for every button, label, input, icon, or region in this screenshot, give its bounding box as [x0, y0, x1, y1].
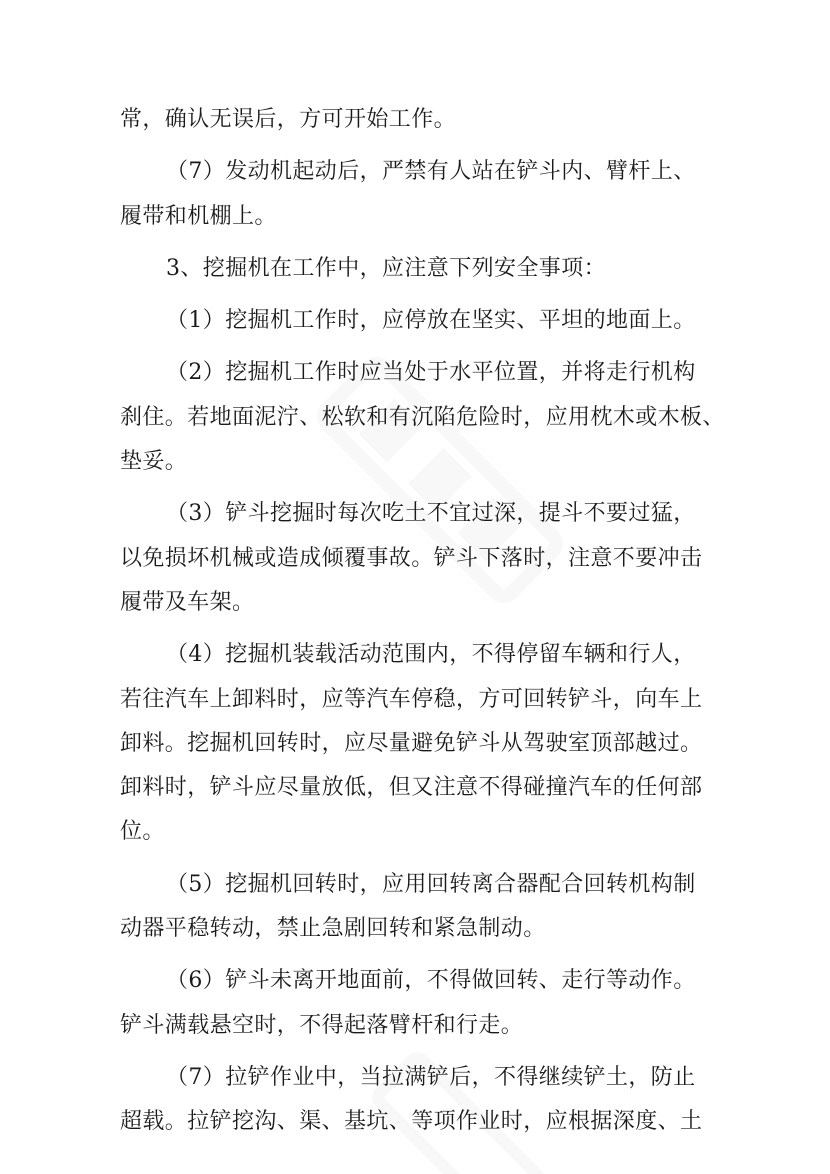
text-line: 超载。拉铲挖沟、渠、基坑、等项作业时，应根据深度、土 [120, 1109, 703, 1135]
text-line: 卸料。挖掘机回转时，应尽量避免铲斗从驾驶室顶部越过。 [120, 730, 703, 756]
text-line: 动器平稳转动，禁止急剧回转和紧急制动。 [120, 916, 546, 942]
text-line: （7）拉铲作业中，当拉满铲后，不得继续铲土，防止 [166, 1064, 696, 1090]
text-line: （5）挖掘机回转时，应用回转离合器配合回转机构制 [166, 871, 696, 897]
section-heading: 3、挖掘机在工作中，应注意下列安全事项： [166, 255, 606, 281]
text-line: 常，确认无误后，方可开始工作。 [120, 107, 457, 132]
text-line: 垫妥。 [120, 449, 188, 475]
body-text [120, 98, 725, 1145]
text-line: 铲斗满载悬空时，不得起落臂杆和行走。 [120, 1012, 524, 1038]
text-line: 以免损坏机械或造成倾覆事故。铲斗下落时，注意不要冲击 [120, 545, 703, 571]
text-line: 履带及车架。 [120, 589, 255, 615]
text-line: （7）发动机起动后，严禁有人站在铲斗内、臂杆上、 [166, 159, 696, 185]
text-line: 履带和机棚上。 [120, 203, 277, 229]
text-line: 刹住。若地面泥泞、松软和有沉陷危险时，应用枕木或木板、 [120, 404, 725, 430]
text-line: （6）铲斗未离开地面前，不得做回转、走行等动作。 [166, 968, 696, 994]
text-line: （4）挖掘机装载活动范围内，不得停留车辆和行人， [166, 642, 696, 668]
text-line: （3）铲斗挖掘时每次吃土不宜过深，提斗不要过猛， [166, 501, 696, 527]
text-line: 若往汽车上卸料时，应等汽车停稳，方可回转铲斗，向车上 [120, 686, 703, 712]
text-line: 卸料时，铲斗应尽量放低，但又注意不得碰撞汽车的任何部 [120, 775, 703, 801]
text-line: （1）挖掘机工作时，应停放在坚实、平坦的地面上。 [166, 308, 696, 334]
text-line: 位。 [120, 819, 165, 845]
text-line: （2）挖掘机工作时应当处于水平位置，并将走行机构 [166, 360, 696, 386]
